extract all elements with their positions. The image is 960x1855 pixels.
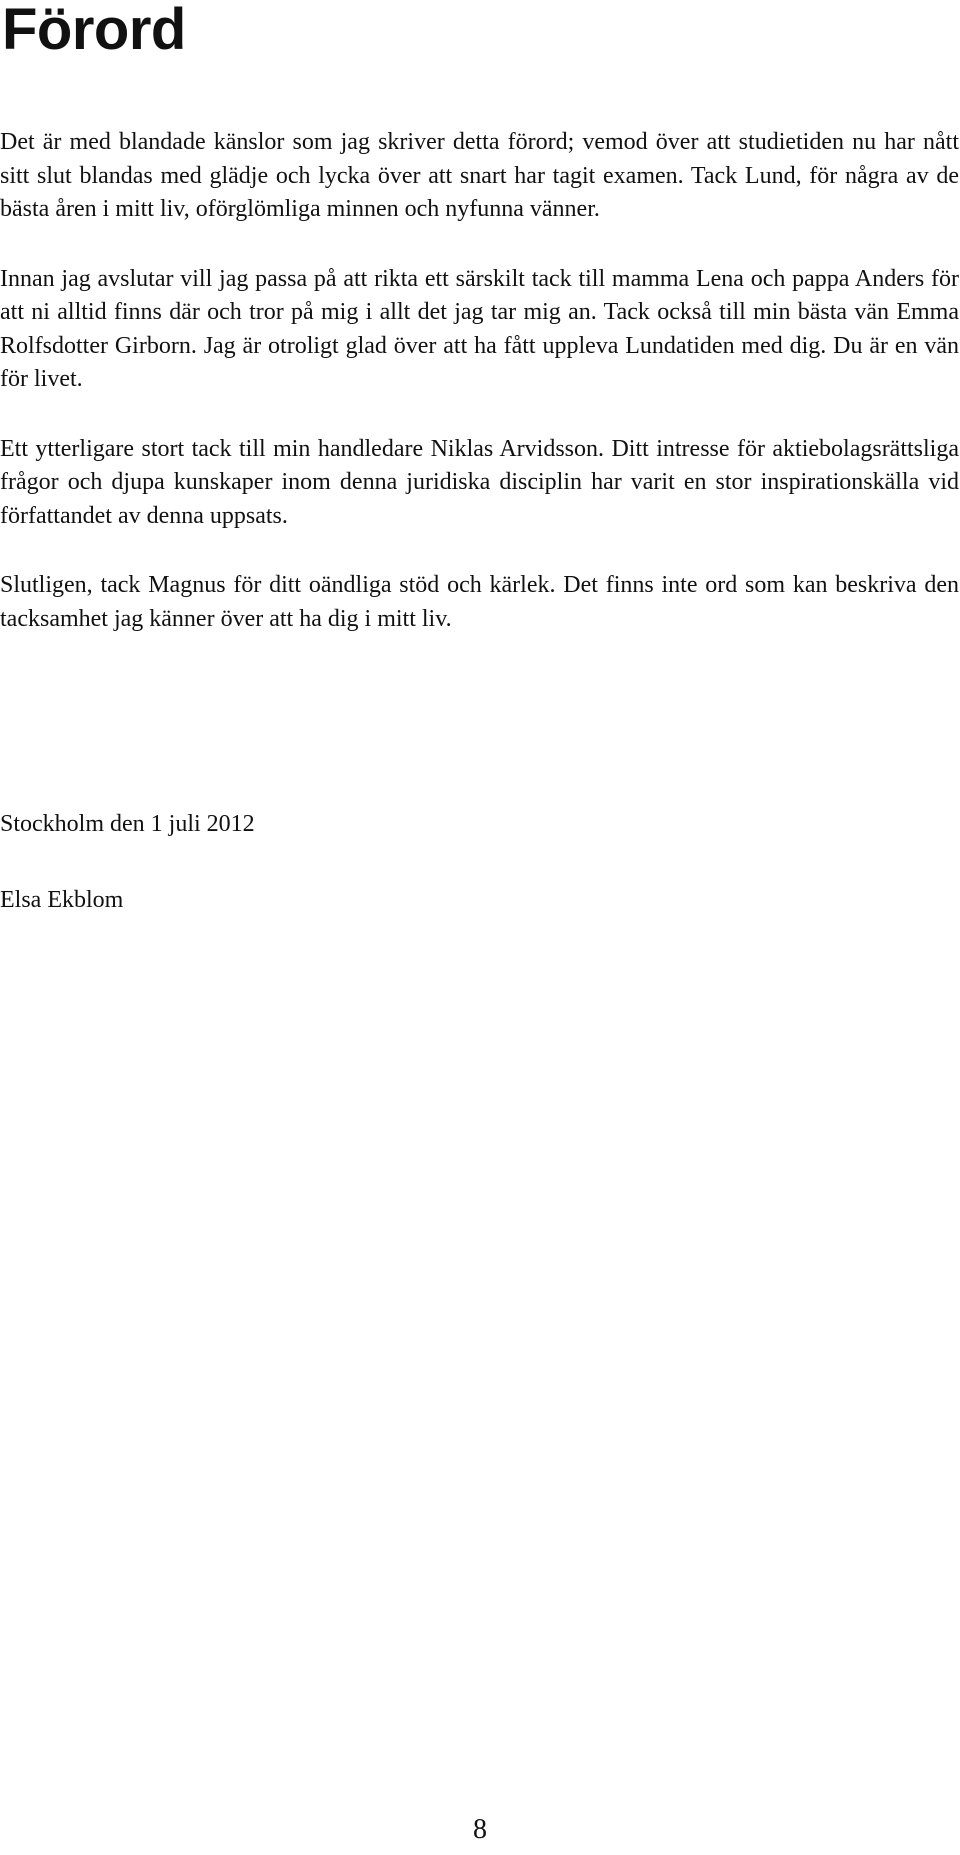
- place-date: Stockholm den 1 juli 2012: [0, 811, 255, 837]
- paragraph-3: Ett ytterligare stort tack till min handledare Niklas Arvidsson. Ditt intresse för aktiebolagsrättsliga frågor och djupa kunskaper inom denna juridiska disciplin har varit en stor inspirationskälla vid författandet av denna uppsats.: [0, 435, 959, 529]
- page-title: Förord: [2, 0, 186, 62]
- paragraph-4: Slutligen, tack Magnus för ditt oändliga stöd och kärlek. Det finns inte ord som kan beskriva den tacksamhet jag känner över att ha dig i mitt liv.: [0, 572, 959, 632]
- author-name: Elsa Ekblom: [0, 886, 124, 913]
- signature-block: [0, 808, 255, 959]
- page-number: 8: [473, 1814, 487, 1845]
- preface-body: [0, 126, 959, 672]
- paragraph-1: Det är med blandade känslor som jag skriver detta förord; vemod över att studietiden nu har nått sitt slut blandas med glädje och lycka över att snart har tagit examen. Tack Lund, för några av de bästa åren i mitt liv, oförglömliga minnen och nyfunna vänner.: [0, 129, 959, 222]
- paragraph-2: Innan jag avslutar vill jag passa på att rikta ett särskilt tack till mamma Lena och pappa Anders för att ni alltid finns där och tror på mig i allt det jag tar mig an. Tack också till min bästa vän Emma Rolfsdotter Girborn. Jag är otroligt glad över att ha fått uppleva Lundatiden med dig. Du är en vän för livet.: [0, 265, 959, 392]
